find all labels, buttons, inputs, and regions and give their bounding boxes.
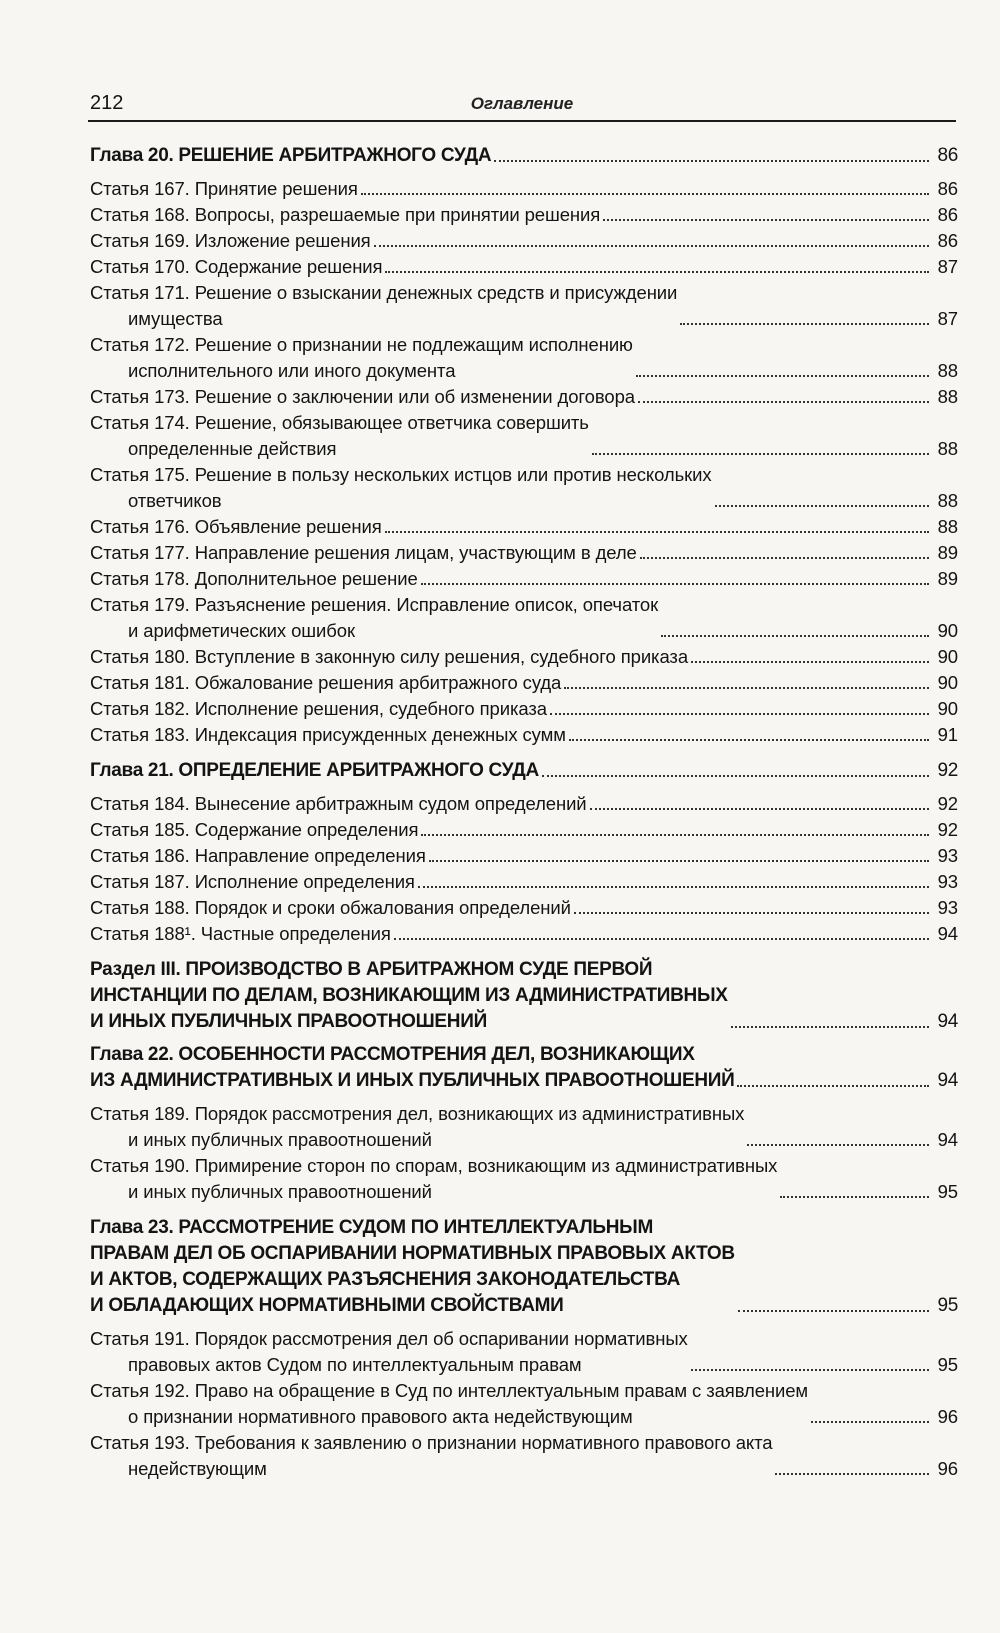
dot-leader bbox=[636, 375, 929, 377]
toc-entry-text-line: о признании нормативного правового акта недействующим bbox=[128, 1406, 633, 1427]
toc-entry-text-line: и иных публичных правоотношений bbox=[128, 1181, 432, 1202]
toc-page-number: 88 bbox=[937, 438, 958, 459]
dot-leader bbox=[385, 271, 929, 273]
dot-leader bbox=[811, 1421, 929, 1423]
toc-article-entry bbox=[90, 592, 958, 644]
toc-page-number: 90 bbox=[937, 646, 958, 667]
toc-page-number: 92 bbox=[937, 793, 958, 814]
dot-leader bbox=[737, 1085, 929, 1087]
toc-entry-text-line: Статья 169. Изложение решения bbox=[90, 230, 371, 251]
dot-leader bbox=[569, 739, 929, 741]
toc-entry-text-line: Статья 173. Решение о заключении или об изменении договора bbox=[90, 386, 635, 407]
toc-entry-text-line: Статья 170. Содержание решения bbox=[90, 256, 383, 277]
toc-article-entry bbox=[90, 202, 958, 228]
dot-leader bbox=[661, 635, 929, 637]
dot-leader bbox=[564, 687, 929, 689]
dot-leader bbox=[418, 886, 929, 888]
toc-entry-text-line: И ОБЛАДАЮЩИХ НОРМАТИВНЫМИ СВОЙСТВАМИ bbox=[90, 1295, 564, 1316]
dot-leader bbox=[590, 808, 929, 810]
dot-leader bbox=[494, 160, 929, 162]
toc-entry-text-line: Статья 179. Разъяснение решения. Исправление описок, опечаток bbox=[90, 594, 659, 615]
toc-page-number: 86 bbox=[937, 145, 958, 166]
toc-entry-text-line: и арифметических ошибок bbox=[128, 620, 355, 641]
toc-page-number: 87 bbox=[937, 256, 958, 277]
toc-page-number: 92 bbox=[937, 760, 958, 781]
toc-entry-text-line: и иных публичных правоотношений bbox=[128, 1129, 432, 1150]
dot-leader bbox=[394, 938, 929, 940]
page-title: Оглавление bbox=[470, 94, 574, 113]
toc-article-entry bbox=[90, 462, 958, 514]
toc-article-entry bbox=[90, 895, 958, 921]
dot-leader bbox=[429, 860, 929, 862]
toc-entry-text-line: Глава 21. ОПРЕДЕЛЕНИЕ АРБИТРАЖНОГО СУДА bbox=[90, 760, 539, 781]
toc-entry-text-line: Глава 22. ОСОБЕННОСТИ РАССМОТРЕНИЯ ДЕЛ, ВОЗНИКАЮЩИХ bbox=[90, 1044, 695, 1065]
toc-chapter-heading bbox=[90, 758, 958, 784]
toc-page-number: 94 bbox=[937, 1070, 958, 1091]
dot-leader bbox=[385, 531, 929, 533]
toc-article-entry bbox=[90, 1153, 958, 1205]
toc-page-number: 88 bbox=[937, 386, 958, 407]
page-number: 212 bbox=[90, 92, 124, 114]
toc-article-entry bbox=[90, 384, 958, 410]
toc-article-entry bbox=[90, 696, 958, 722]
toc-page-number: 89 bbox=[937, 542, 958, 563]
toc-entry-text-line: Статья 167. Принятие решения bbox=[90, 178, 358, 199]
toc-article-entry bbox=[90, 176, 958, 202]
toc-page-number: 93 bbox=[937, 845, 958, 866]
table-of-contents bbox=[90, 143, 958, 1482]
dot-leader bbox=[738, 1310, 929, 1312]
dot-leader bbox=[780, 1196, 929, 1198]
toc-article-entry bbox=[90, 332, 958, 384]
toc-entry-text-line: Статья 185. Содержание определения bbox=[90, 819, 419, 840]
dot-leader bbox=[775, 1473, 929, 1475]
toc-entry-text-line: ИЗ АДМИНИСТРАТИВНЫХ И ИНЫХ ПУБЛИЧНЫХ ПРАВООТНОШЕНИЙ bbox=[90, 1070, 735, 1091]
toc-entry-text-line: Статья 186. Направление определения bbox=[90, 845, 426, 866]
toc-entry-text-line: Статья 180. Вступление в законную силу решения, судебного приказа bbox=[90, 646, 689, 667]
toc-entry-text-line: Статья 192. Право на обращение в Суд по интеллектуальным правам с заявлением bbox=[90, 1380, 809, 1401]
toc-entry-text-line: Статья 175. Решение в пользу нескольких истцов или против нескольких bbox=[90, 464, 712, 485]
toc-entry-text-line: Глава 20. РЕШЕНИЕ АРБИТРАЖНОГО СУДА bbox=[90, 145, 492, 166]
dot-leader bbox=[421, 583, 929, 585]
toc-entry-text-line: Статья 174. Решение, обязывающее ответчика совершить bbox=[90, 412, 589, 433]
toc-page-number: 96 bbox=[937, 1458, 958, 1479]
toc-page-number: 91 bbox=[937, 724, 958, 745]
toc-page-number: 93 bbox=[937, 871, 958, 892]
toc-entry-text-line: И АКТОВ, СОДЕРЖАЩИХ РАЗЪЯСНЕНИЯ ЗАКОНОДАТЕЛЬСТВА bbox=[90, 1269, 681, 1290]
dot-leader bbox=[542, 775, 929, 777]
toc-article-entry bbox=[90, 1378, 958, 1430]
toc-article-entry bbox=[90, 1101, 958, 1153]
toc-entry-text-line: Статья 177. Направление решения лицам, участвующим в деле bbox=[90, 542, 637, 563]
toc-article-entry bbox=[90, 280, 958, 332]
toc-entry-text-line: правовых актов Судом по интеллектуальным правам bbox=[128, 1354, 582, 1375]
toc-article-entry bbox=[90, 791, 958, 817]
toc-entry-text-line: Глава 23. РАССМОТРЕНИЕ СУДОМ ПО ИНТЕЛЛЕКТУАЛЬНЫМ bbox=[90, 1217, 653, 1238]
dot-leader bbox=[691, 1369, 929, 1371]
toc-article-entry bbox=[90, 843, 958, 869]
toc-article-entry bbox=[90, 869, 958, 895]
toc-page-number: 94 bbox=[937, 923, 958, 944]
toc-entry-text-line: Статья 181. Обжалование решения арбитражного суда bbox=[90, 672, 562, 693]
running-header bbox=[88, 90, 956, 122]
toc-article-entry bbox=[90, 1430, 958, 1482]
dot-leader bbox=[731, 1026, 929, 1028]
toc-chapter-heading bbox=[90, 1042, 958, 1094]
toc-page-number: 88 bbox=[937, 490, 958, 511]
toc-page-number: 89 bbox=[937, 568, 958, 589]
dot-leader bbox=[361, 193, 929, 195]
toc-article-entry bbox=[90, 410, 958, 462]
dot-leader bbox=[574, 912, 929, 914]
toc-page-number: 90 bbox=[937, 672, 958, 693]
dot-leader bbox=[715, 505, 929, 507]
toc-page-number: 88 bbox=[937, 360, 958, 381]
toc-page-number: 95 bbox=[937, 1181, 958, 1202]
toc-entry-text-line: имущества bbox=[128, 308, 223, 329]
dot-leader bbox=[691, 661, 929, 663]
dot-leader bbox=[374, 245, 929, 247]
dot-leader bbox=[638, 401, 929, 403]
toc-entry-text-line: Статья 191. Порядок рассмотрения дел об оспаривании нормативных bbox=[90, 1328, 688, 1349]
toc-page-number: 90 bbox=[937, 698, 958, 719]
toc-entry-text-line: Статья 178. Дополнительное решение bbox=[90, 568, 418, 589]
dot-leader bbox=[603, 219, 929, 221]
dot-leader bbox=[592, 453, 929, 455]
toc-entry-text-line: Статья 193. Требования к заявлению о признании нормативного правового акта bbox=[90, 1432, 773, 1453]
toc-page-number: 86 bbox=[937, 178, 958, 199]
toc-article-entry bbox=[90, 514, 958, 540]
toc-entry-text-line: Статья 187. Исполнение определения bbox=[90, 871, 415, 892]
toc-article-entry bbox=[90, 722, 958, 748]
toc-entry-text-line: Статья 188. Порядок и сроки обжалования определений bbox=[90, 897, 571, 918]
toc-entry-text-line: Статья 184. Вынесение арбитражным судом определений bbox=[90, 793, 587, 814]
toc-entry-text-line: Статья 176. Объявление решения bbox=[90, 516, 382, 537]
toc-article-entry bbox=[90, 1326, 958, 1378]
toc-article-entry bbox=[90, 228, 958, 254]
toc-page-number: 86 bbox=[937, 230, 958, 251]
toc-entry-text-line: И ИНЫХ ПУБЛИЧНЫХ ПРАВООТНОШЕНИЙ bbox=[90, 1011, 487, 1032]
toc-page-number: 88 bbox=[937, 516, 958, 537]
toc-page-number: 95 bbox=[937, 1295, 958, 1316]
toc-article-entry bbox=[90, 540, 958, 566]
toc-section-heading bbox=[90, 957, 958, 1035]
toc-entry-text-line: Статья 172. Решение о признании не подлежащим исполнению bbox=[90, 334, 633, 355]
toc-entry-text-line: Статья 171. Решение о взыскании денежных средств и присуждении bbox=[90, 282, 678, 303]
toc-entry-text-line: ответчиков bbox=[128, 490, 222, 511]
toc-entry-text-line: Статья 182. Исполнение решения, судебного приказа bbox=[90, 698, 547, 719]
toc-article-entry bbox=[90, 817, 958, 843]
toc-page-number: 94 bbox=[937, 1129, 958, 1150]
toc-entry-text-line: Статья 183. Индексация присужденных денежных сумм bbox=[90, 724, 566, 745]
toc-article-entry bbox=[90, 921, 958, 947]
toc-page-number: 90 bbox=[937, 620, 958, 641]
toc-page-number: 93 bbox=[937, 897, 958, 918]
toc-page-number: 94 bbox=[937, 1011, 958, 1032]
toc-entry-text-line: Статья 189. Порядок рассмотрения дел, возникающих из административных bbox=[90, 1103, 745, 1124]
dot-leader bbox=[640, 557, 929, 559]
dot-leader bbox=[747, 1144, 929, 1146]
toc-entry-text-line: ИНСТАНЦИИ ПО ДЕЛАМ, ВОЗНИКАЮЩИМ ИЗ АДМИНИСТРАТИВНЫХ bbox=[90, 985, 728, 1006]
toc-page-number: 86 bbox=[937, 204, 958, 225]
toc-page-number: 87 bbox=[937, 308, 958, 329]
toc-entry-text-line: исполнительного или иного документа bbox=[128, 360, 456, 381]
toc-entry-text-line: Статья 190. Примирение сторон по спорам, возникающим из административных bbox=[90, 1155, 778, 1176]
toc-article-entry bbox=[90, 254, 958, 280]
toc-entry-text-line: Статья 168. Вопросы, разрешаемые при принятии решения bbox=[90, 204, 601, 225]
toc-entry-text-line: Статья 188¹. Частные определения bbox=[90, 923, 391, 944]
toc-entry-text-line: ПРАВАМ ДЕЛ ОБ ОСПАРИВАНИИ НОРМАТИВНЫХ ПРАВОВЫХ АКТОВ bbox=[90, 1243, 735, 1264]
toc-entry-text-line: Раздел III. ПРОИЗВОДСТВО В АРБИТРАЖНОМ СУДЕ ПЕРВОЙ bbox=[90, 959, 653, 980]
toc-entry-text-line: определенные действия bbox=[128, 438, 337, 459]
toc-page-number: 95 bbox=[937, 1354, 958, 1375]
toc-page-number: 96 bbox=[937, 1406, 958, 1427]
toc-chapter-heading bbox=[90, 143, 958, 169]
toc-chapter-heading bbox=[90, 1215, 958, 1319]
toc-entry-text-line: недействующим bbox=[128, 1458, 267, 1479]
toc-article-entry bbox=[90, 670, 958, 696]
toc-article-entry bbox=[90, 566, 958, 592]
toc-page-number: 92 bbox=[937, 819, 958, 840]
dot-leader bbox=[680, 323, 929, 325]
toc-article-entry bbox=[90, 644, 958, 670]
dot-leader bbox=[421, 834, 929, 836]
dot-leader bbox=[550, 713, 929, 715]
